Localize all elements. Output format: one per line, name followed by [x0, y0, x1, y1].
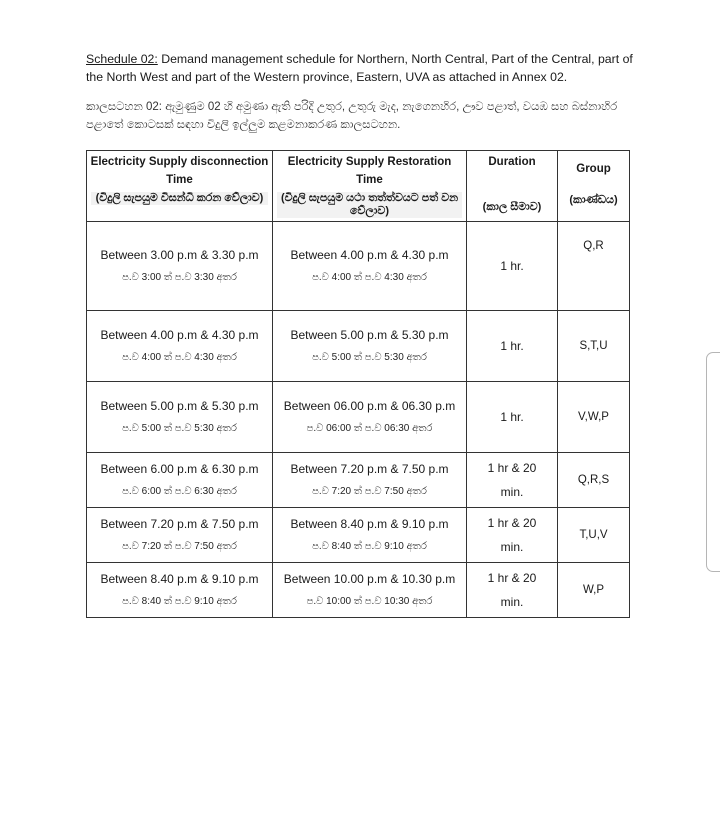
- restoration-time-en: Between 10.00 p.m & 10.30 p.m: [283, 572, 456, 586]
- disconnection-time-si: ප.ව 5:00 ත් ප.ව 5:30 අතර: [122, 423, 237, 434]
- cell-group: Q,R: [558, 222, 630, 311]
- duration-unit: min.: [500, 540, 524, 554]
- restoration-time-si: ප.ව 4:00 ත් ප.ව 4:30 අතර: [312, 272, 427, 283]
- restoration-time-en: Between 4.00 p.m & 4.30 p.m: [290, 248, 449, 262]
- cell-restoration: [273, 311, 467, 382]
- duration-value: 1 hr.: [500, 339, 524, 353]
- schedule-heading-text: Demand management schedule for Northern, North Central, Part of the Central, part of the North West and part of the Western province, Eastern, UVA as attached in Annex 02.: [86, 52, 633, 84]
- table-row: [87, 382, 630, 453]
- header-duration: [467, 151, 558, 222]
- header-group-en: Group: [576, 163, 611, 175]
- cell-group: T,U,V: [558, 508, 630, 563]
- table-header-row: [87, 151, 630, 222]
- header-duration-en: Duration: [488, 156, 536, 168]
- duration-unit: min.: [500, 485, 524, 499]
- cell-disconnection: [87, 222, 273, 311]
- schedule-heading-sinhala: කාලසටහන 02: ඇමුණුම 02 හි අමුණා ඇති පරිදි උතුර, උතුරු මැද, නැගෙනහිර, ඌව පළාත්, වයඹ සහ බස්නාහිර පළාතේ කොටසක් සඳහා විදුලි ඉල්ලුම කළමනාකරණ කාලසටහන.: [86, 101, 618, 131]
- table-row: [87, 222, 630, 311]
- restoration-time-si: ප.ව 06:00 ත් ප.ව 06:30 අතර: [306, 423, 433, 434]
- duration-value: 1 hr & 20: [487, 571, 537, 585]
- duration-unit: min.: [500, 595, 524, 609]
- cell-disconnection: [87, 508, 273, 563]
- schedule-label: Schedule 02:: [86, 52, 158, 66]
- disconnection-time-si: ප.ව 3:00 ත් ප.ව 3:30 අතර: [122, 272, 237, 283]
- cell-disconnection: [87, 453, 273, 508]
- cell-restoration: [273, 382, 467, 453]
- cell-group: V,W,P: [558, 382, 630, 453]
- duration-value: 1 hr & 20: [487, 461, 537, 475]
- restoration-time-si: ප.ව 8:40 ත් ප.ව 9:10 අතර: [312, 541, 427, 552]
- disconnection-time-en: Between 6.00 p.m & 6.30 p.m: [100, 462, 259, 476]
- cell-duration: [467, 382, 558, 453]
- restoration-time-en: Between 5.00 p.m & 5.30 p.m: [290, 328, 449, 342]
- restoration-time-en: Between 06.00 p.m & 06.30 p.m: [283, 399, 456, 413]
- cell-restoration: [273, 563, 467, 618]
- disconnection-time-si: ප.ව 6:00 ත් ප.ව 6:30 අතර: [122, 486, 237, 497]
- header-disconnection-si: (විදුලි සැපයුම විසන්ධි කරන වේලාව): [91, 192, 268, 205]
- disconnection-time-en: Between 3.00 p.m & 3.30 p.m: [100, 248, 259, 262]
- disconnection-time-en: Between 5.00 p.m & 5.30 p.m: [100, 399, 259, 413]
- header-group-si: (කාණ්ඩය): [569, 194, 618, 206]
- cell-duration: [467, 311, 558, 382]
- cell-restoration: [273, 222, 467, 311]
- cell-restoration: [273, 508, 467, 563]
- table-row: [87, 508, 630, 563]
- restoration-time-en: Between 8.40 p.m & 9.10 p.m: [290, 517, 449, 531]
- cell-duration: [467, 453, 558, 508]
- header-group: [558, 151, 630, 222]
- table-row: [87, 453, 630, 508]
- header-disconnection-en: Electricity Supply disconnection Time: [90, 156, 269, 186]
- table-row: [87, 311, 630, 382]
- schedule-table: [86, 150, 630, 618]
- cell-group: S,T,U: [558, 311, 630, 382]
- restoration-time-si: ප.ව 7:20 ත් ප.ව 7:50 අතර: [312, 486, 427, 497]
- schedule-heading: [86, 50, 646, 86]
- duration-value: 1 hr & 20: [487, 516, 537, 530]
- header-restoration-si: (විදුලි සැපයුම යථා තත්ත්වයට පත් වන වේලාව): [277, 192, 462, 218]
- cell-disconnection: [87, 311, 273, 382]
- disconnection-time-si: ප.ව 7:20 ත් ප.ව 7:50 අතර: [122, 541, 237, 552]
- disconnection-time-si: ප.ව 8:40 ත් ප.ව 9:10 අතර: [122, 596, 237, 607]
- restoration-time-en: Between 7.20 p.m & 7.50 p.m: [290, 462, 449, 476]
- restoration-time-si: ප.ව 10:00 ත් ප.ව 10:30 අතර: [306, 596, 433, 607]
- duration-value: 1 hr.: [500, 259, 524, 273]
- duration-value: 1 hr.: [500, 410, 524, 424]
- restoration-time-si: ප.ව 5:00 ත් ප.ව 5:30 අතර: [312, 352, 427, 363]
- disconnection-time-en: Between 7.20 p.m & 7.50 p.m: [100, 517, 259, 531]
- header-disconnection: [87, 151, 273, 222]
- cell-duration: [467, 222, 558, 311]
- header-restoration: [273, 151, 467, 222]
- header-duration-si: (කාල සීමාව): [482, 201, 542, 213]
- header-restoration-en: Electricity Supply Restoration Time: [287, 156, 452, 186]
- cell-duration: [467, 563, 558, 618]
- cell-disconnection: [87, 563, 273, 618]
- cell-group: W,P: [558, 563, 630, 618]
- cell-group: Q,R,S: [558, 453, 630, 508]
- cell-restoration: [273, 453, 467, 508]
- table-row: [87, 563, 630, 618]
- disconnection-time-si: ප.ව 4:00 ත් ප.ව 4:30 අතර: [122, 352, 237, 363]
- disconnection-time-en: Between 8.40 p.m & 9.10 p.m: [100, 572, 259, 586]
- cell-duration: [467, 508, 558, 563]
- cell-disconnection: [87, 382, 273, 453]
- disconnection-time-en: Between 4.00 p.m & 4.30 p.m: [100, 328, 259, 342]
- scroll-handle[interactable]: [706, 352, 720, 572]
